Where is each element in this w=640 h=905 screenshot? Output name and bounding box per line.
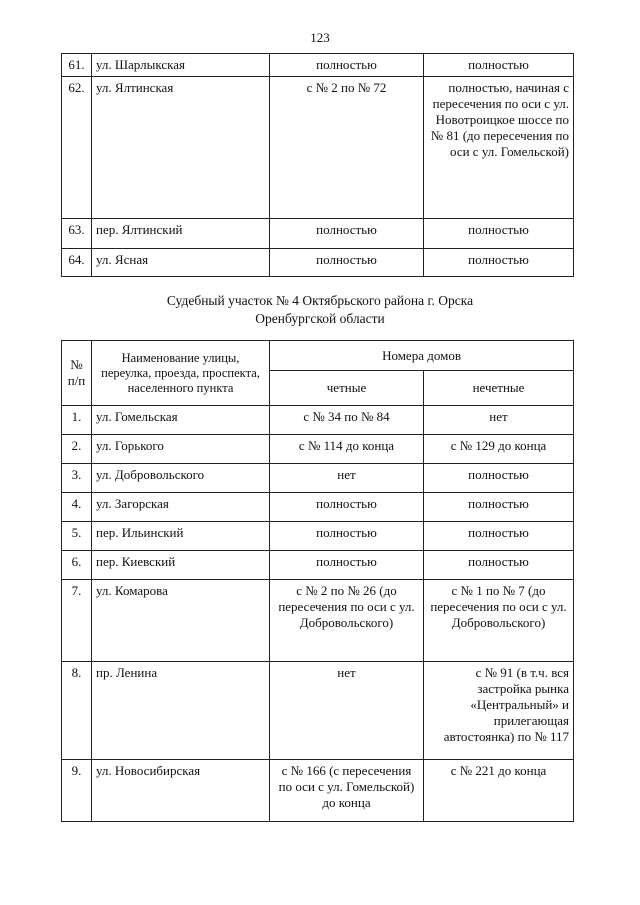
heading-line-1: Судебный участок № 4 Октябрьского района г. Орска [166,293,474,308]
row-number: 64. [62,249,92,277]
street-name: пер. Киевский [92,551,270,580]
even-numbers: с № 166 (с пересечения по оси с ул. Гомельской) до конца [270,760,424,822]
odd-numbers: с № 221 до конца [424,760,574,822]
odd-numbers: полностью [424,219,574,249]
street-name: ул. Ясная [92,249,270,277]
odd-numbers: полностью, начиная с пересечения по оси с ул. Новотроицкое шоссе по № 81 (до пересечения по оси с ул. Гомельской) [424,77,574,219]
street-name: ул. Горького [92,435,270,464]
even-numbers: полностью [270,522,424,551]
odd-numbers: полностью [424,493,574,522]
row-number: 9. [62,760,92,822]
even-numbers: полностью [270,551,424,580]
header-house-numbers: Номера домов [270,341,574,371]
even-numbers: с № 114 до конца [270,435,424,464]
row-number: 7. [62,580,92,662]
row-number: 2. [62,435,92,464]
row-number: 1. [62,406,92,435]
street-name: ул. Гомельская [92,406,270,435]
header-number: № п/п [62,341,92,406]
street-name: пр. Ленина [92,662,270,760]
table-row [62,406,574,435]
row-number: 62. [62,77,92,219]
even-numbers: с № 2 по № 72 [270,77,424,219]
row-number: 61. [62,54,92,77]
table-row [62,760,574,822]
row-number: 4. [62,493,92,522]
odd-numbers: полностью [424,464,574,493]
table-row [62,435,574,464]
street-name: ул. Шарлыкская [92,54,270,77]
street-name: пер. Ялтинский [92,219,270,249]
table-row [62,493,574,522]
row-number: 6. [62,551,92,580]
street-name: ул. Загорская [92,493,270,522]
row-number: 8. [62,662,92,760]
table-header-row [62,341,574,371]
street-name: ул. Комарова [92,580,270,662]
odd-numbers: с № 1 по № 7 (до пересечения по оси с ул. Добровольского) [424,580,574,662]
odd-numbers: нет [424,406,574,435]
even-numbers: полностью [270,219,424,249]
header-even: четные [270,371,424,406]
odd-numbers: полностью [424,54,574,77]
street-name: пер. Ильинский [92,522,270,551]
odd-numbers: полностью [424,551,574,580]
street-name: ул. Ялтинская [92,77,270,219]
table-row [62,464,574,493]
header-street-name: Наименование улицы, переулка, проезда, проспекта, населенного пункта [92,341,270,406]
table-row [62,551,574,580]
street-name: ул. Новосибирская [92,760,270,822]
table-row [62,249,574,277]
even-numbers: полностью [270,493,424,522]
table-row [62,522,574,551]
table-row [62,662,574,760]
table-row [62,580,574,662]
even-numbers: нет [270,662,424,760]
table-row [62,219,574,249]
odd-numbers: полностью [424,249,574,277]
street-table [61,340,574,822]
odd-numbers: с № 91 (в т.ч. вся застройка рынка «Центральный» и прилегающая автостоянка) по № 117 [424,662,574,760]
odd-numbers: с № 129 до конца [424,435,574,464]
row-number: 3. [62,464,92,493]
row-number: 63. [62,219,92,249]
even-numbers: полностью [270,249,424,277]
odd-numbers: полностью [424,522,574,551]
section-heading [0,292,640,328]
heading-line-2: Оренбургской области [255,311,385,326]
page-number: 123 [310,30,330,45]
street-name: ул. Добровольского [92,464,270,493]
table-row [62,77,574,219]
header-odd: нечетные [424,371,574,406]
even-numbers: с № 2 по № 26 (до пересечения по оси с ул. Добровольского) [270,580,424,662]
even-numbers: с № 34 по № 84 [270,406,424,435]
row-number: 5. [62,522,92,551]
table-row [62,54,574,77]
even-numbers: полностью [270,54,424,77]
even-numbers: нет [270,464,424,493]
street-table-continued [61,53,574,277]
